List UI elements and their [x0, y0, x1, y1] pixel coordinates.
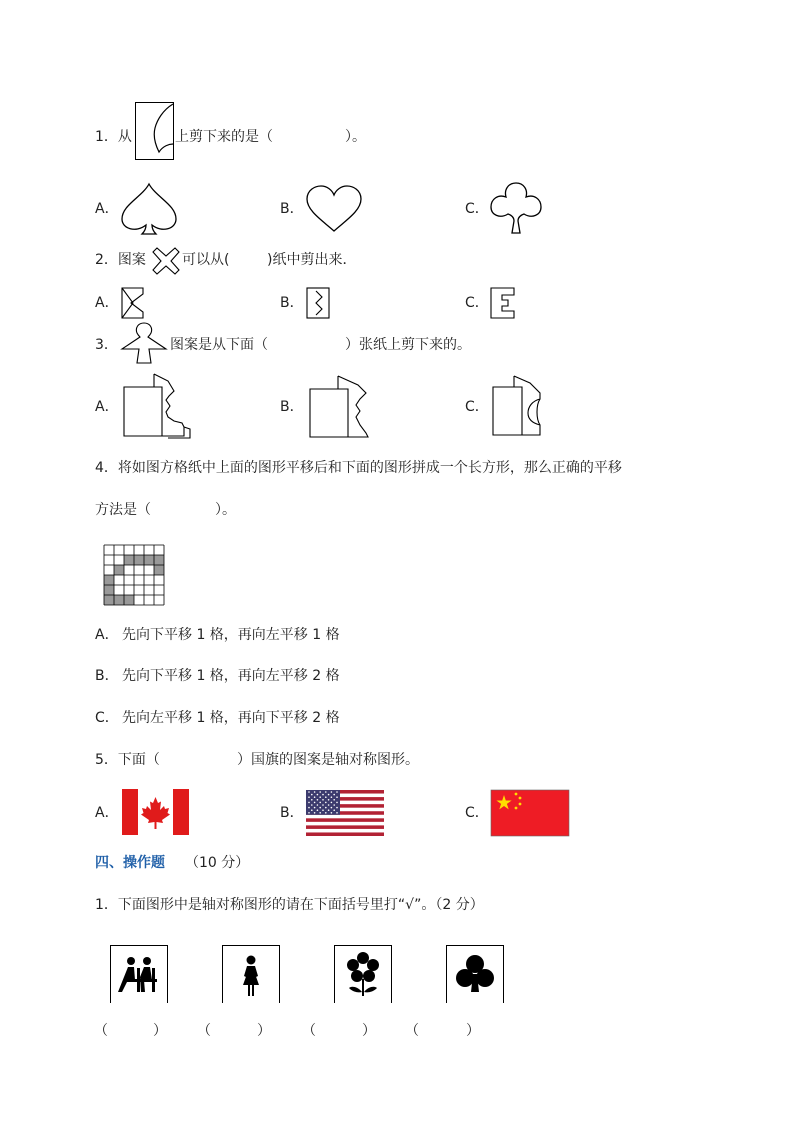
icon-box-3: [334, 945, 392, 1003]
shaded-cell: [114, 565, 124, 575]
us-flag-stripe: [306, 825, 384, 829]
us-flag-star: [333, 809, 335, 811]
flower-icon: [335, 946, 391, 1003]
answer-bracket-2-open[interactable]: （: [197, 1023, 211, 1039]
us-flag-star: [325, 802, 327, 804]
us-flag-star: [325, 812, 327, 814]
icon-box-4: [446, 945, 504, 1003]
q4-option-c-label: C．: [95, 710, 119, 726]
q4-option-a-label: A．: [95, 627, 119, 643]
answer-bracket-1-close: ）: [153, 1023, 167, 1039]
us-flag-star: [328, 799, 330, 801]
us-flag-star: [336, 807, 338, 809]
us-flag-star: [308, 791, 310, 793]
q3-number: 3．: [95, 337, 118, 353]
us-flag-star: [319, 796, 321, 798]
us-flag-star: [311, 809, 313, 811]
q1-folded-paper-icon: [135, 102, 175, 160]
us-flag-star: [333, 804, 335, 806]
q5-option-c-label: C．: [465, 805, 489, 821]
us-flag-star: [336, 802, 338, 804]
sitting-people-icon: [111, 946, 167, 1003]
folded-paper-a-icon[interactable]: [121, 287, 145, 319]
us-flag-star: [314, 791, 316, 793]
us-flag-star: [331, 802, 333, 804]
grid-paper-figure: [102, 543, 164, 605]
us-flag-star: [314, 812, 316, 814]
china-flag-icon[interactable]: [491, 790, 569, 836]
q1-option-b-label: B．: [280, 201, 304, 217]
usa-flag-icon[interactable]: [306, 790, 384, 836]
q4-option-a-text[interactable]: 先向下平移 1 格，再向左平移 1 格: [122, 627, 340, 643]
us-flag-star: [325, 791, 327, 793]
us-flag-star: [317, 799, 319, 801]
shaded-cell: [104, 595, 114, 605]
us-flag-star: [311, 794, 313, 796]
us-flag-star: [322, 794, 324, 796]
q1-option-a-label: A．: [95, 201, 119, 217]
us-flag-star: [322, 804, 324, 806]
q4-option-c-text[interactable]: 先向左平移 1 格，再向下平移 2 格: [122, 710, 340, 726]
q2-close: )纸中剪出来．: [267, 252, 357, 268]
paper-person-pattern-icon: [120, 322, 168, 364]
icon-box-1: [110, 945, 168, 1003]
q4-option-b-label: B．: [95, 668, 119, 684]
us-flag-star: [308, 807, 310, 809]
q3-option-a-label: A．: [95, 399, 119, 415]
spade-icon[interactable]: [120, 183, 178, 235]
shaded-cell: [124, 555, 134, 565]
answer-bracket-4-open[interactable]: （: [405, 1023, 419, 1039]
section-4-score: （10 分）: [185, 855, 250, 871]
q1-question-text: 上剪下来的是（: [175, 129, 273, 145]
us-flag-star: [319, 807, 321, 809]
us-flag-star: [331, 807, 333, 809]
us-flag-star: [325, 807, 327, 809]
club-icon[interactable]: [490, 181, 542, 235]
folded-paper-b-icon[interactable]: [306, 287, 330, 319]
heart-icon[interactable]: [305, 185, 363, 233]
folded-paper-cut-b-icon[interactable]: [308, 375, 374, 439]
q2-number: 2．图案: [95, 252, 146, 268]
shaded-cell: [104, 585, 114, 595]
us-flag-star: [311, 799, 313, 801]
us-flag-star: [328, 794, 330, 796]
us-flag-stripe: [306, 818, 384, 822]
us-flag-star: [322, 799, 324, 801]
grid-paper-svg: [102, 543, 164, 605]
q2-option-a-label: A．: [95, 295, 119, 311]
us-flag-star: [308, 802, 310, 804]
op1-question-text: 1．下面图形中是轴对称图形的请在下面括号里打“√”。（2 分）: [95, 897, 484, 913]
us-flag-star: [333, 794, 335, 796]
q4-option-b-text[interactable]: 先向下平移 1 格，再向左平移 2 格: [122, 668, 340, 684]
us-flag-star: [319, 812, 321, 814]
q4-question-line1: 4．将如图方格纸中上面的图形平移后和下面的图形拼成一个长方形，那么正确的平移: [95, 460, 622, 476]
answer-bracket-4-close: ）: [466, 1023, 480, 1039]
folded-paper-cut-a-icon[interactable]: [122, 373, 192, 439]
us-flag-star: [331, 812, 333, 814]
answer-bracket-3-open[interactable]: （: [302, 1023, 316, 1039]
q3-question-text: 图案是从下面（: [170, 337, 268, 353]
us-flag-star: [311, 804, 313, 806]
q1-number: 1．从: [95, 129, 132, 145]
answer-bracket-1-open[interactable]: （: [94, 1023, 108, 1039]
us-flag-stripe: [306, 832, 384, 836]
shaded-cell: [154, 565, 164, 575]
q3-close: ）张纸上剪下来的。: [345, 337, 471, 353]
us-flag-star: [333, 799, 335, 801]
shaded-cell: [124, 595, 134, 605]
x-cross-pattern-icon: [151, 246, 181, 276]
us-flag-star: [317, 809, 319, 811]
icon-box-2: [222, 945, 280, 1003]
q2-question-text: 可以从(: [182, 252, 230, 268]
club-suit-icon: [447, 946, 503, 1003]
q1-close: ）。: [345, 129, 366, 145]
answer-bracket-3-close: ）: [362, 1023, 376, 1039]
us-flag-star: [331, 796, 333, 798]
us-flag-star: [319, 802, 321, 804]
answer-bracket-2-close: ）: [257, 1023, 271, 1039]
us-flag-star: [331, 791, 333, 793]
us-flag-star: [308, 812, 310, 814]
us-flag-star: [308, 796, 310, 798]
folded-paper-cut-c-icon[interactable]: [492, 375, 548, 437]
shaded-cell: [154, 555, 164, 565]
us-flag-star: [336, 796, 338, 798]
section-4-title: 四、操作题: [95, 855, 165, 871]
us-flag-star: [317, 794, 319, 796]
us-flag-star: [336, 812, 338, 814]
woman-icon: [223, 946, 279, 1003]
q5-option-a-label: A．: [95, 805, 119, 821]
us-flag-star: [314, 807, 316, 809]
shaded-cell: [104, 575, 114, 585]
us-flag-star: [336, 791, 338, 793]
q5-option-b-label: B．: [280, 805, 304, 821]
us-flag-star: [314, 796, 316, 798]
q2-option-b-label: B．: [280, 295, 304, 311]
us-flag-star: [328, 809, 330, 811]
q5-question-text: 5．下面（: [95, 752, 160, 768]
folded-paper-c-icon[interactable]: [490, 287, 516, 319]
us-flag-star: [322, 809, 324, 811]
shaded-cell: [134, 555, 144, 565]
q2-option-c-label: C．: [465, 295, 489, 311]
q3-option-b-label: B．: [280, 399, 304, 415]
us-flag-star: [319, 791, 321, 793]
canada-flag-icon[interactable]: [122, 789, 189, 835]
q4-question-line2b: ）。: [215, 502, 236, 518]
shaded-cell: [144, 555, 154, 565]
us-flag-star: [328, 804, 330, 806]
us-flag-star: [317, 804, 319, 806]
q3-option-c-label: C．: [465, 399, 489, 415]
q1-option-c-label: C．: [465, 201, 489, 217]
q5-close: ）国旗的图案是轴对称图形。: [237, 752, 419, 768]
shaded-cell: [114, 595, 124, 605]
us-flag-star: [314, 802, 316, 804]
us-flag-star: [325, 796, 327, 798]
q4-question-line2a: 方法是（: [95, 502, 151, 518]
